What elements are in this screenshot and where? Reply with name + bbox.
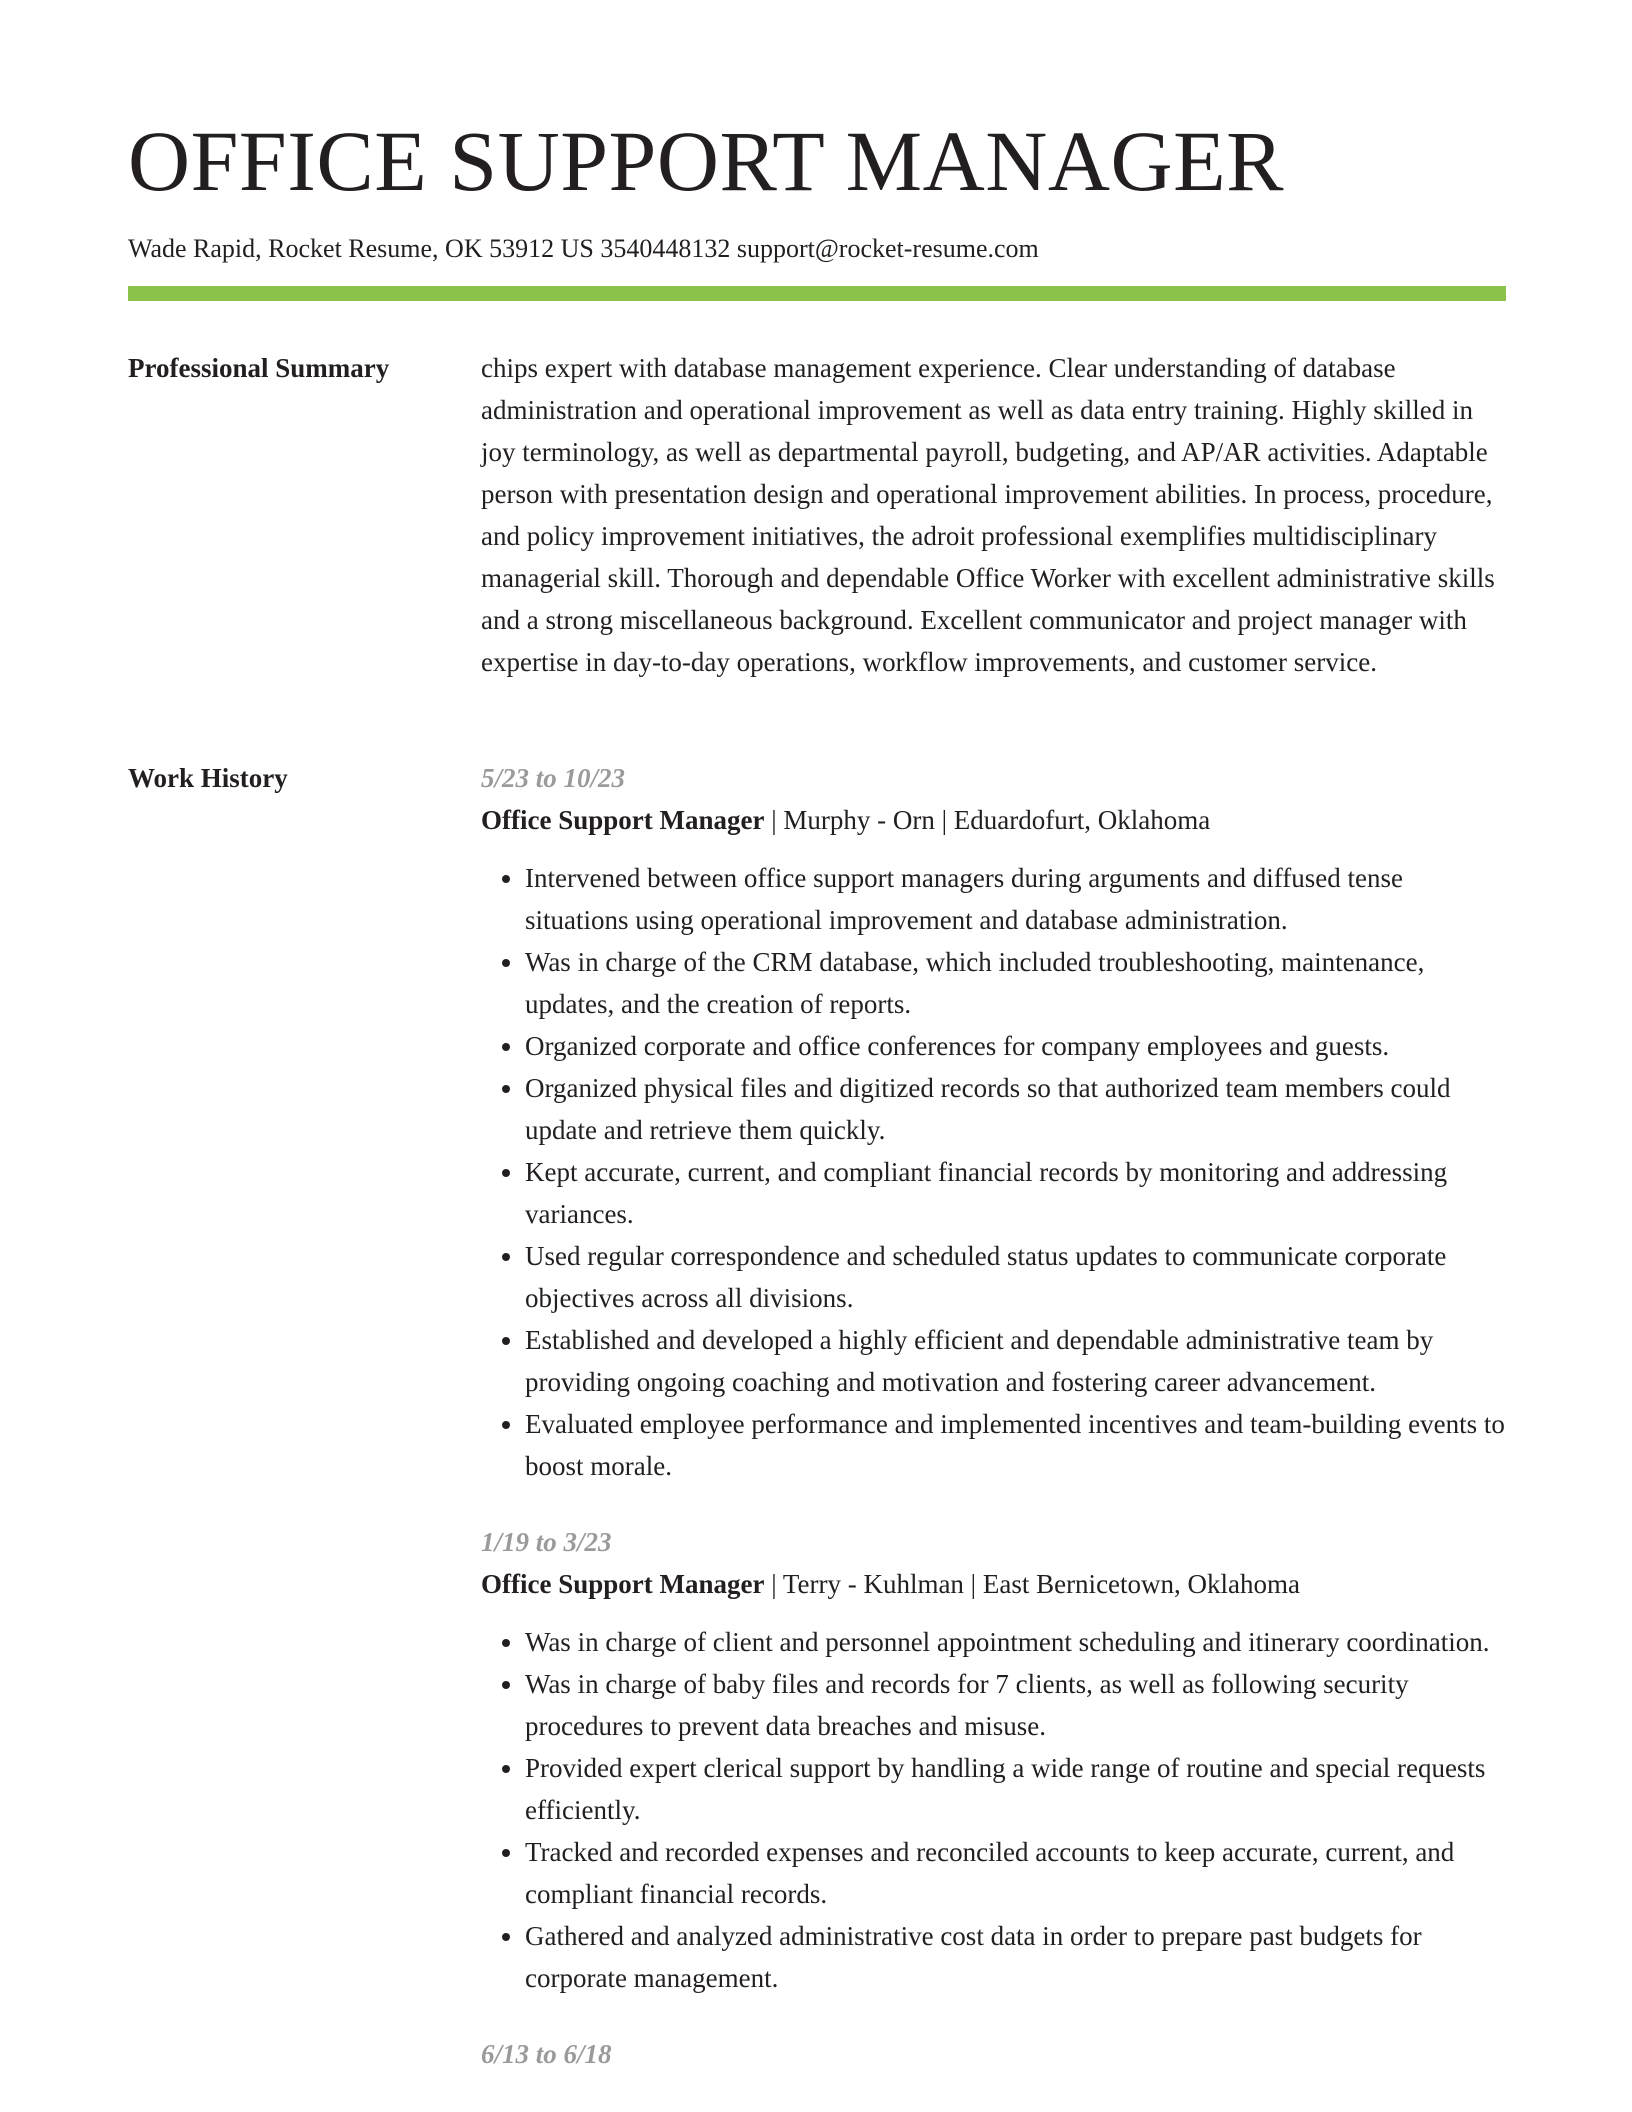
job-dates: 6/13 to 6/18 [481,2039,612,2069]
job-responsibilities-list [481,857,1506,1487]
list-item: • Tracked and recorded expenses and reconciled accounts to keep accurate, current, and compliant financial records. [525,1831,1506,1915]
list-item: • Provided expert clerical support by handling a wide range of routine and special requests efficiently. [525,1747,1506,1831]
job-heading [481,1563,1506,1605]
job-dates: 5/23 to 10/23 [481,763,626,793]
list-item: • Gathered and analyzed administrative cost data in order to prepare past budgets for corporate management. [525,1915,1506,1999]
list-item: • Intervened between office support managers during arguments and diffused tense situations using operational improvement and database administration. [525,857,1506,941]
list-item: • Used regular correspondence and scheduled status updates to communicate corporate objectives across all divisions. [525,1235,1506,1319]
list-item: • Was in charge of client and personnel appointment scheduling and itinerary coordination. [525,1621,1506,1663]
job-entry [481,1521,1506,1999]
list-item: • Was in charge of baby files and records for 7 clients, as well as following security procedures to prevent data breaches and misuse. [525,1663,1506,1747]
section-label-summary: Professional Summary [128,353,390,383]
job-title: Office Support Manager [481,1569,765,1599]
list-item: • Evaluated employee performance and implemented incentives and team-building events to boost morale. [525,1403,1506,1487]
summary-body [481,347,1506,683]
contact-line: Wade Rapid, Rocket Resume, OK 53912 US 3540448132 support@rocket-resume.com [128,234,1039,263]
list-item: • Established and developed a highly efficient and dependable administrative team by providing ongoing coaching and motivation and fostering career advancement. [525,1319,1506,1403]
section-label-work-history: Work History [128,763,288,793]
list-item: • Kept accurate, current, and compliant financial records by monitoring and addressing variances. [525,1151,1506,1235]
summary-text: chips expert with database management experience. Clear understanding of database administration and operational improvement as well as data entry training. Highly skilled in joy terminology, as well as departmental payroll, budgeting, and AP/AR activities. Adaptable person with presentation design and operational improvement abilities. In process, procedure, and policy improvement initiatives, the adroit professional exemplifies multidisciplinary managerial skill. Thorough and dependable Office Worker with excellent administrative skills and a strong miscellaneous background. Excellent communicator and project manager with expertise in day-to-day operations, workflow improvements, and customer service. [481,353,1495,677]
list-item: • Was in charge of the CRM database, which included troubleshooting, maintenance, updates, and the creation of reports. [525,941,1506,1025]
resume-title: OFFICE SUPPORT MANAGER [128,113,1284,209]
job-dates: 1/19 to 3/23 [481,1527,612,1557]
job-heading [481,799,1506,841]
job-responsibilities-list [481,1621,1506,1999]
work-history-body [481,757,1506,2109]
job-entry [481,757,1506,1487]
list-item: • Organized physical files and digitized records so that authorized team members could update and retrieve them quickly. [525,1067,1506,1151]
list-item: • Organized corporate and office conferences for company employees and guests. [525,1025,1506,1067]
job-title: Office Support Manager [481,805,765,835]
job-employer-location: | Terry - Kuhlman | East Bernicetown, Oklahoma [764,1569,1300,1599]
header-divider [128,286,1506,301]
job-entry [481,2033,1506,2075]
job-employer-location: | Murphy - Orn | Eduardofurt, Oklahoma [764,805,1211,835]
